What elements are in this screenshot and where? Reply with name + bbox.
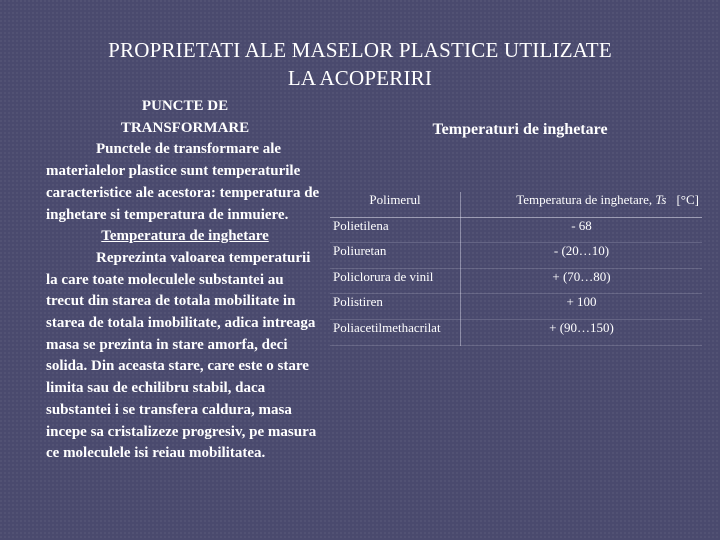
cell-temperature: - 68 xyxy=(461,217,703,243)
slide-title-line1: PROPRIETATI ALE MASELOR PLASTICE UTILIZATE xyxy=(108,38,612,62)
cell-polymer: Policlorura de vinil xyxy=(330,268,461,294)
table-header-polymer: Polimerul xyxy=(330,192,461,217)
left-text-panel xyxy=(46,96,324,465)
slide-title-line2: LA ACOPERIRI xyxy=(287,66,433,90)
cell-polymer: Poliacetilmethacrilat xyxy=(330,319,461,345)
left-paragraph-2: Reprezinta valoarea temperaturii la care toate moleculele substantei au trecut din starea de totala mobilitate in starea de totala imobilitate, adica intreaga masa se prezinta in stare amorfa, deci solida. Din aceasta stare, care este o stare limita sau de echilibru stabil, daca substantei i se transfera caldura, masa incepe sa cristalizeze progresiv, pe masura ce moleculele isi reiau mobilitatea. xyxy=(46,249,317,462)
left-heading-line1: PUNCTE DE xyxy=(141,98,229,114)
left-subheading: Temperatura de inghetare xyxy=(101,228,269,245)
cell-polymer: Polietilena xyxy=(330,217,461,243)
cell-temperature: + (90…150) xyxy=(461,319,703,345)
table-row xyxy=(330,319,702,345)
table-row xyxy=(330,243,702,269)
table-row xyxy=(330,294,702,320)
right-heading: Temperaturi de inghetare xyxy=(432,121,608,138)
cell-polymer: Polistiren xyxy=(330,294,461,320)
cell-temperature: - (20…10) xyxy=(461,243,703,269)
left-heading-line2: TRANSFORMARE xyxy=(120,119,250,136)
left-paragraph-1: Punctele de transformare ale materialelor plastice sunt temperaturile caracteristice ale acestora: temperatura de inghetare si temperatura de inmuiere. xyxy=(46,141,320,223)
table-header-temperature-symbol: Ts xyxy=(655,192,667,207)
table-header-temperature xyxy=(461,192,703,217)
cell-temperature: + (70…80) xyxy=(461,268,703,294)
table-header-temperature-text: Temperatura de inghetare, xyxy=(516,192,656,207)
table-header-temperature-unit: [°C] xyxy=(676,192,699,207)
table-header-row xyxy=(330,192,702,217)
cell-temperature: + 100 xyxy=(461,294,703,320)
freezing-temperatures-table xyxy=(330,192,702,346)
table-row xyxy=(330,268,702,294)
cell-polymer: Poliuretan xyxy=(330,243,461,269)
table-row xyxy=(330,217,702,243)
slide-title xyxy=(30,36,690,92)
